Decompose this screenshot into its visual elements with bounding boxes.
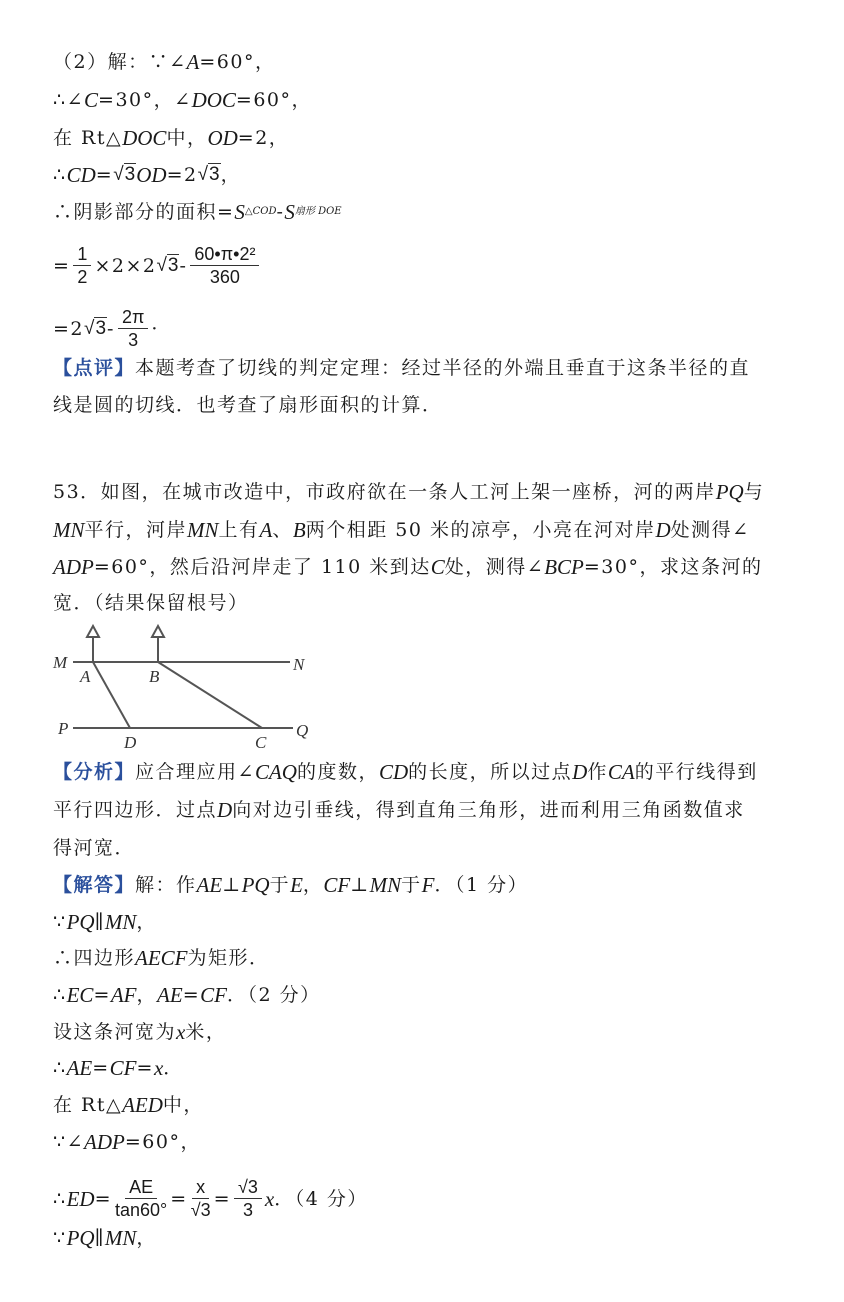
- math-variable: MN: [187, 518, 219, 542]
- math-variable: DOC: [122, 126, 167, 150]
- text-segment: =: [182, 984, 201, 1006]
- text-segment: 应合理应用∠: [135, 761, 255, 783]
- fraction-denominator: √3: [190, 1200, 211, 1220]
- fraction: [234, 1176, 262, 1221]
- math-variable: AECF: [135, 946, 188, 970]
- text-segment: ．（1 分）: [434, 874, 529, 896]
- text-line: [53, 1176, 368, 1221]
- text-segment: ∴: [53, 1187, 67, 1210]
- text-segment: ∴: [53, 164, 67, 186]
- fraction-numerator: √3: [234, 1176, 262, 1199]
- math-variable: CF: [109, 1056, 137, 1080]
- math-variable: AE: [157, 983, 183, 1007]
- math-variable: AE: [196, 873, 223, 897]
- text-segment: ．（2 分）: [226, 984, 321, 1006]
- radicand: 3: [167, 254, 179, 276]
- text-segment: ∴∠: [53, 89, 85, 111]
- text-segment: =60°，: [199, 51, 276, 73]
- text-segment: 设这条河宽为: [53, 1021, 177, 1043]
- math-variable: x: [176, 1020, 186, 1044]
- label-d: D: [124, 733, 137, 752]
- fraction-denominator: tan60°: [115, 1200, 168, 1220]
- radicand: 3: [124, 164, 136, 185]
- segment-ad: [93, 662, 130, 728]
- math-variable: CF: [323, 873, 351, 897]
- math-variable: CF: [200, 983, 227, 1007]
- math-variable: OD: [207, 126, 238, 150]
- radicand: 3: [95, 317, 107, 339]
- text-segment: ∴阴影部分的面积=: [53, 201, 235, 223]
- text-segment: =60°，然后沿河岸走了 110 米到达: [93, 556, 431, 578]
- fraction: [115, 1176, 167, 1221]
- math-variable: S: [284, 200, 295, 224]
- fraction: [118, 306, 148, 351]
- text-line: [53, 946, 270, 970]
- section-tag: 【分析】: [53, 761, 136, 783]
- math-variable: D: [655, 518, 671, 542]
- math-variable: B: [292, 518, 306, 542]
- text-line: [53, 518, 750, 542]
- text-segment: ·: [151, 317, 159, 340]
- text-segment: ∵∠: [53, 1131, 85, 1153]
- fraction-denominator: 3: [242, 1200, 253, 1220]
- text-segment: ，: [136, 1227, 157, 1249]
- text-segment: ∥: [94, 1227, 105, 1249]
- text-segment: =: [213, 1187, 231, 1210]
- text-line: [53, 1093, 204, 1117]
- math-variable: CD: [66, 163, 96, 187]
- text-segment: 为矩形．: [187, 947, 270, 969]
- text-segment: 的长度，所以过点: [408, 761, 573, 783]
- math-variable: CD: [378, 760, 409, 784]
- text-line: [53, 760, 758, 784]
- math-variable: E: [290, 873, 303, 897]
- radical-sign: √: [156, 254, 167, 276]
- text-segment: =2: [53, 317, 85, 340]
- label-m: M: [53, 653, 68, 672]
- math-variable: D: [217, 798, 233, 822]
- text-segment: =60°，: [235, 89, 313, 111]
- text-segment: 在 Rt△: [53, 127, 123, 149]
- fraction-numerator: 1: [73, 243, 91, 266]
- text-segment: -: [107, 317, 115, 340]
- subscript: 扇形 DOE: [294, 206, 342, 217]
- text-segment: =2，: [237, 127, 290, 149]
- text-segment: -: [179, 254, 188, 277]
- text-segment: ∥: [94, 911, 105, 933]
- radicand: 3: [209, 164, 220, 185]
- text-segment: 得河宽．: [53, 837, 136, 859]
- square-root: [156, 254, 179, 278]
- text-line: [53, 50, 275, 74]
- label-a: A: [80, 667, 91, 686]
- text-segment: ，: [220, 164, 242, 186]
- text-segment: 处测得∠: [670, 519, 750, 541]
- math-variable: x: [264, 1186, 275, 1211]
- text-segment: =: [94, 1187, 113, 1210]
- text-segment: 处，测得∠: [444, 556, 545, 578]
- math-variable: AED: [122, 1093, 163, 1117]
- text-line: [53, 1056, 184, 1080]
- pavilion-b-icon: [152, 626, 164, 637]
- label-c: C: [255, 733, 267, 752]
- fraction-numerator: AE: [125, 1176, 157, 1199]
- label-p: P: [58, 719, 69, 738]
- label-n: N: [293, 655, 305, 674]
- text-segment: ∵: [53, 911, 67, 933]
- text-segment: 本题考查了切线的判定定理：经过半径的外端且垂直于这条半径的直: [135, 357, 751, 379]
- text-line: [53, 393, 443, 417]
- radical-sign: √: [113, 164, 124, 185]
- text-segment: ，: [136, 911, 157, 933]
- text-segment: （2）解：∵∠: [53, 51, 187, 73]
- text-line: [53, 126, 289, 150]
- text-segment: ∵: [53, 1227, 67, 1249]
- math-variable: C: [430, 555, 445, 579]
- math-variable: PQ: [715, 480, 744, 504]
- square-root: [198, 163, 221, 187]
- fraction-denominator: 2: [77, 267, 88, 287]
- text-segment: =: [92, 1057, 110, 1079]
- section-tag: 【点评】: [53, 357, 136, 379]
- subscript: △COD: [244, 206, 277, 217]
- math-variable: MN: [104, 910, 137, 934]
- math-variable: S: [234, 200, 245, 224]
- text-line: [53, 1130, 201, 1154]
- text-segment: 中，: [166, 127, 208, 149]
- label-q: Q: [296, 721, 309, 740]
- river-diagram: [40, 615, 340, 755]
- text-segment: ．: [163, 1057, 184, 1079]
- text-line: [53, 910, 157, 934]
- math-variable: ED: [66, 1186, 95, 1211]
- text-segment: 在 Rt△: [53, 1094, 123, 1116]
- radical-sign: √: [84, 317, 95, 339]
- text-segment: =30°，∠: [98, 89, 192, 111]
- text-segment: =: [95, 164, 114, 186]
- text-segment: =60°，: [124, 1131, 201, 1153]
- text-segment: 中，: [162, 1094, 204, 1116]
- text-segment: 平行，河岸: [84, 519, 188, 541]
- math-variable: A: [186, 50, 200, 74]
- text-segment: =: [136, 1057, 154, 1079]
- text-segment: 解：作: [135, 874, 197, 896]
- text-segment: =: [93, 984, 111, 1006]
- text-line: [53, 798, 745, 822]
- text-segment: ⊥: [222, 874, 242, 896]
- text-line: [53, 1020, 226, 1044]
- text-line: [53, 480, 764, 504]
- text-segment: 于: [269, 874, 291, 896]
- fraction-numerator: 60•π•2²: [190, 243, 259, 266]
- text-segment: 米，: [185, 1021, 227, 1043]
- math-variable: AE: [66, 1056, 93, 1080]
- text-segment: ⊥: [350, 874, 370, 896]
- text-segment: 的平行线得到: [634, 761, 758, 783]
- text-segment: =: [170, 1187, 188, 1210]
- math-variable: D: [572, 760, 588, 784]
- text-segment: 53．如图，在城市改造中，市政府欲在一条人工河上架一座桥，河的两岸: [53, 481, 716, 503]
- text-line: [53, 873, 528, 897]
- fraction-numerator: 2π: [118, 306, 148, 329]
- text-segment: 的度数，: [296, 761, 379, 783]
- text-line: [53, 1226, 157, 1250]
- text-segment: =30°，求这条河的: [583, 556, 763, 578]
- math-variable: ADP: [84, 1130, 125, 1154]
- square-root: [113, 163, 136, 187]
- text-segment: 上有: [218, 519, 260, 541]
- text-segment: ×2×2: [94, 254, 157, 277]
- math-variable: C: [84, 88, 99, 112]
- fraction-denominator: 3: [128, 330, 139, 350]
- text-segment: 作: [587, 761, 608, 783]
- math-variable: MN: [104, 1226, 137, 1250]
- text-line: [53, 243, 262, 288]
- text-segment: -: [276, 201, 285, 223]
- fraction: [191, 1176, 211, 1221]
- text-segment: 、: [272, 519, 293, 541]
- math-variable: BCP: [544, 555, 584, 579]
- math-variable: PQ: [66, 910, 95, 934]
- text-line: [53, 306, 159, 351]
- radical-sign: √: [197, 164, 209, 185]
- text-segment: 两个相距 50 米的凉亭，小亮在河对岸: [305, 519, 656, 541]
- fraction-numerator: x: [192, 1176, 209, 1199]
- math-variable: DOC: [191, 88, 236, 112]
- math-variable: PQ: [66, 1226, 95, 1250]
- math-variable: AF: [110, 983, 137, 1007]
- text-segment: 与: [743, 481, 765, 503]
- label-b: B: [149, 667, 160, 686]
- text-segment: 线是圆的切线．也考查了扇形面积的计算．: [53, 394, 443, 416]
- text-segment: ∴: [53, 984, 67, 1006]
- text-segment: ∴四边形: [53, 947, 136, 969]
- math-variable: MN: [369, 873, 402, 897]
- math-variable: A: [259, 518, 273, 542]
- math-variable: ADP: [53, 555, 94, 579]
- text-line: [53, 163, 241, 187]
- text-segment: 向对边引垂线，得到直角三角形，进而利用三角函数值求: [232, 799, 745, 821]
- text-line: [53, 356, 750, 380]
- section-tag: 【解答】: [53, 874, 136, 896]
- text-segment: ∴: [53, 1057, 67, 1079]
- math-variable: MN: [53, 518, 85, 542]
- text-segment: ，: [302, 874, 324, 896]
- math-variable: F: [421, 873, 435, 897]
- text-line: [53, 200, 342, 224]
- pavilion-a-icon: [87, 626, 99, 637]
- text-segment: 平行四边形．过点: [53, 799, 218, 821]
- math-variable: EC: [66, 983, 94, 1007]
- text-line: [53, 983, 321, 1007]
- text-segment: 宽．（结果保留根号）: [53, 592, 249, 614]
- text-segment: ．（4 分）: [274, 1187, 368, 1210]
- text-line: [53, 88, 312, 112]
- square-root: [84, 317, 107, 341]
- text-segment: 于: [401, 874, 422, 896]
- text-line: [53, 836, 135, 860]
- text-segment: =: [53, 254, 71, 277]
- text-segment: =2: [166, 164, 198, 186]
- fraction: [73, 243, 91, 288]
- text-segment: ，: [136, 984, 158, 1006]
- math-variable: x: [153, 1056, 164, 1080]
- segment-bc: [158, 662, 262, 728]
- math-variable: CA: [607, 760, 635, 784]
- text-line: [53, 591, 249, 615]
- math-variable: CAQ: [254, 760, 297, 784]
- text-line: [53, 555, 763, 579]
- fraction-denominator: 360: [209, 267, 240, 287]
- fraction: [190, 243, 259, 288]
- math-variable: OD: [136, 163, 167, 187]
- math-variable: PQ: [241, 873, 270, 897]
